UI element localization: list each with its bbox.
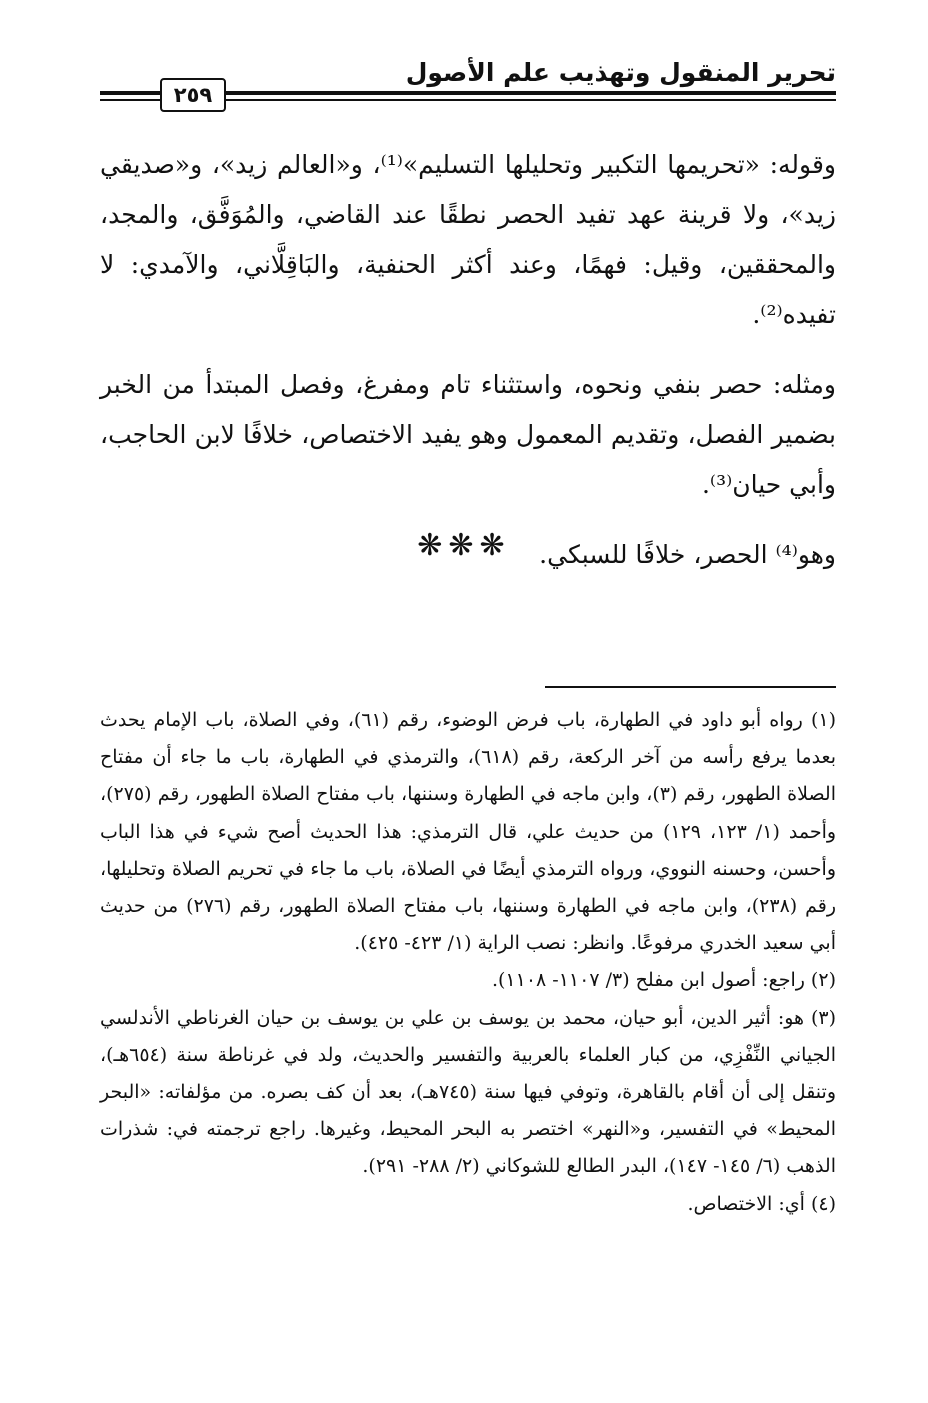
footnote-4: (٤) أي: الاختصاص. <box>687 1192 836 1215</box>
paragraph-1: وقوله: «تحريمها التكبير وتحليلها التسليم»⁽¹⁾، و«العالم زيد»، و«صديقي زيد»، ولا قرينة عهد تفيد الحصر نطقًا عند القاضي، والمُوَفَّق، والمجد، والمحققين، وقيل: فهمًا، وعند أكثر الحنفية، والبَاقِلَّاني، والآمدي: لا تفيده⁽²⁾. <box>100 150 836 329</box>
footnote-1: (١) رواه أبو داود في الطهارة، باب فرض الوضوء، رقم (٦١)، وفي الصلاة، باب الإمام يحدث بعدما يرفع رأسه من آخر الركعة، رقم (٦١٨)، والترمذي في الطهارة، باب ما جاء أن مفتاح الصلاة الطهور، رقم (٣)، وابن ماجه في الطهارة وسننها، باب مفتاح الصلاة الطهور، رقم (٢٧٥)، وأحمد (١/ ١٢٣، ١٢٩) من حديث علي، قال الترمذي: هذا الحديث أصح شيء في هذا الباب وأحسن، وحسنه النووي، ورواه الترمذي أيضًا في الصلاة، باب ما جاء في تحريم الصلاة وتحليلها، رقم (٢٣٨)، وابن ماجه في الطهارة وسننها، باب مفتاح الصلاة الطهور، رقم (٢٧٦) من حديث أبي سعيد الخدري مرفوعًا. وانظر: نصب الراية (١/ ٤٢٣- ٤٢٥). <box>100 709 837 955</box>
paragraph-3: وهو⁽⁴⁾ الحصر، خلافًا للسبكي. <box>539 540 836 569</box>
footnote-3: (٣) هو: أثير الدين، أبو حيان، محمد بن يوسف بن علي بن يوسف بن حيان الغرناطي الأندلسي الجياني النِّفْزِي، من كبار العلماء بالعربية والتفسير والحديث، ولد في غرناطة سنة (٦٥٤هـ)، وتنقل إلى أن أقام بالقاهرة، وتوفي فيها سنة (٧٤٥هـ)، بعد أن كف بصره. من مؤلفاته: «البحر المحيط» في التفسير، و«النهر» اختصر به البحر المحيط، وغيرها. راجع ترجمته في: شذرات الذهب (٦/ ١٤٥- ١٤٧)، البدر الطالع للشوكاني (٢/ ٢٨٨- ٢٩١). <box>100 1006 837 1178</box>
paragraph-2: ومثله: حصر بنفي ونحوه، واستثناء تام ومفرغ، وفصل المبتدأ من الخبر بضمير الفصل، وتقديم المعمول وهو يفيد الاختصاص، خلافًا لابن الحاجب، وأبي حيان⁽³⁾. <box>100 370 836 499</box>
footnote-divider <box>545 686 836 688</box>
page-number: ٢٥٩ <box>160 78 226 112</box>
footnote-2: (٢) راجع: أصول ابن مفلح (٣/ ١١٠٧- ١١٠٨). <box>491 969 836 992</box>
footnotes <box>100 702 836 1223</box>
section-separator: ❋❋❋ <box>417 528 511 563</box>
running-title: تحرير المنقول وتهذيب علم الأصول <box>405 58 836 87</box>
